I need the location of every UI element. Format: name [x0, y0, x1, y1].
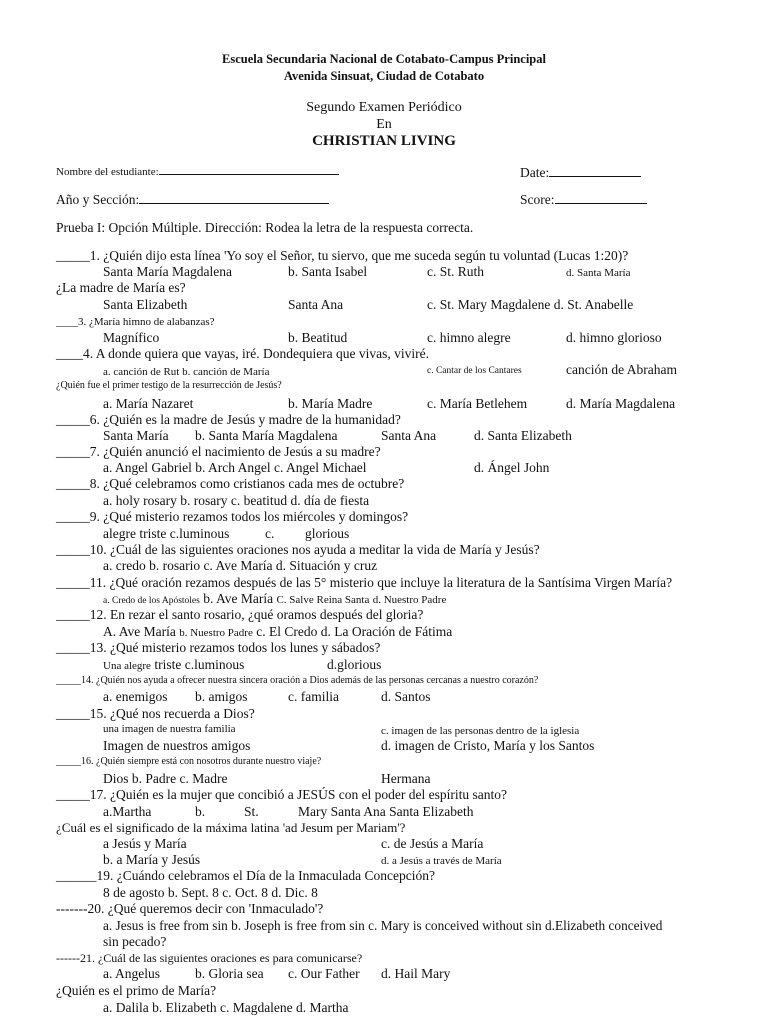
option: a. Jesus is free from sin b. Joseph is free from sin c. Mary is conceived without sin d.Elizabeth conceived: [103, 918, 663, 933]
option: b. Beatitud: [288, 330, 348, 345]
option: Dios b. Padre c. Madre: [103, 771, 228, 786]
option: d. imagen de Cristo, María y los Santos: [381, 738, 595, 753]
score-blank[interactable]: [555, 191, 647, 204]
question-15: _____15. ¿Qué nos recuerda a Dios?: [56, 706, 255, 721]
option: Una alegre: [103, 660, 151, 672]
option: b. amigos: [195, 689, 248, 704]
option: b. Santa Isabel: [288, 264, 368, 279]
option: c.: [265, 526, 275, 541]
option: d. himno glorioso: [566, 330, 662, 345]
option: a. Dalila b. Elizabeth c. Magdalene d. Martha: [103, 1000, 349, 1015]
option: a. enemigos: [103, 689, 168, 704]
question-16: _____16. ¿Quién siempre está con nosotros durante nuestro viaje?: [56, 756, 322, 767]
option: a. canción de Rut b. canción de María: [103, 366, 270, 378]
option: c. himno alegre: [427, 330, 511, 345]
option: Santa Elizabeth: [103, 297, 188, 312]
option: A. Ave María: [103, 624, 176, 639]
student-name-field[interactable]: [56, 162, 339, 180]
question-13: _____13. ¿Qué misterio rezamos todos los lunes y sábados?: [56, 640, 381, 655]
score-label: Score:: [520, 192, 555, 207]
question-5: ¿Quién fue el primer testigo de la resurrección de Jesús?: [56, 380, 282, 391]
option: Santa Ana: [288, 297, 344, 312]
instructions: Prueba I: Opción Múltiple. Dirección: Rodea la letra de la respuesta correcta.: [56, 220, 474, 235]
option: c. St. Ruth: [427, 264, 485, 279]
option: b. a María y Jesús: [103, 852, 201, 867]
date-field[interactable]: [520, 164, 641, 181]
school-address: Avenida Sinsuat, Ciudad de Cotabato: [283, 69, 485, 83]
option: d. Ángel John: [474, 460, 550, 475]
option: b. María Madre: [288, 396, 373, 411]
option: C. Salve Reina Santa: [276, 594, 370, 606]
option: canción de Abraham: [566, 362, 677, 377]
option: c. de Jesús a María: [381, 836, 484, 851]
question-22: ¿Quién es el primo de María?: [56, 983, 217, 998]
option-continued: sin pecado?: [103, 934, 167, 949]
option-line: [103, 657, 244, 674]
year-section-field[interactable]: [56, 191, 329, 208]
option: c. María Betlehem: [427, 396, 528, 411]
student-name-blank[interactable]: [159, 162, 339, 175]
option: a. Angelus: [103, 966, 160, 981]
question-6: _____6. ¿Quién es la madre de Jesús y madre de la humanidad?: [56, 412, 401, 427]
date-blank[interactable]: [549, 164, 641, 177]
option: b. Santa María Magdalena: [195, 428, 338, 443]
question-10: _____10. ¿Cuál de las siguientes oraciones nos ayuda a meditar la vida de María y Jesús?: [56, 542, 540, 557]
option: b.: [195, 804, 206, 819]
option-line: [103, 624, 452, 641]
option: d. Nuestro Padre: [372, 594, 447, 606]
option: c. familia: [288, 689, 339, 704]
option: b. Ave María: [203, 591, 274, 606]
option: Mary Santa Ana Santa Elizabeth: [298, 804, 474, 819]
option: 8 de agosto b. Sept. 8 c. Oct. 8 d. Dic. 8: [103, 885, 318, 900]
option: d. Santa María: [566, 267, 631, 279]
year-section-blank[interactable]: [139, 191, 329, 204]
score-field[interactable]: [520, 191, 647, 208]
option: una imagen de nuestra familia: [103, 723, 236, 735]
option: c. Our Father: [288, 966, 360, 981]
course-title: CHRISTIAN LIVING: [312, 133, 456, 149]
question-11: _____11. ¿Qué oración rezamos después de las 5° misterio que incluye la literatura de la Santísima Virgen María?: [56, 575, 673, 590]
option: a. credo b. rosario c. Ave María d. Situación y cruz: [103, 558, 378, 573]
option: c. St. Mary Magdalene d. St. Anabelle: [427, 297, 634, 312]
option: a. María Nazaret: [103, 396, 194, 411]
question-7: _____7. ¿Quién anunció el nacimiento de Jesús a su madre?: [56, 444, 381, 459]
exam-en: En: [376, 117, 392, 132]
question-3: ____3. ¿María himno de alabanzas?: [56, 316, 215, 328]
option: d.glorious: [327, 657, 382, 672]
question-14: _____14. ¿Quién nos ayuda a ofrecer nuestra sincera oración a Dios además de las personas cercanas a nuestro corazón?: [56, 675, 539, 686]
option: b. Nuestro Padre: [179, 627, 253, 639]
question-9: _____9. ¿Qué misterio rezamos todos los miércoles y domingos?: [56, 509, 409, 524]
option: c. imagen de las personas dentro de la iglesia: [381, 725, 580, 737]
option: b. Gloria sea: [195, 966, 264, 981]
question-4: ____4. A donde quiera que vayas, iré. Dondequiera que vivas, viviré.: [56, 346, 430, 361]
option: d. Santos: [381, 689, 431, 704]
question-20: -------20. ¿Qué queremos decir con 'Inmaculado'?: [56, 901, 324, 916]
option: d. a Jesús a través de María: [381, 855, 502, 867]
option: St.: [244, 804, 259, 819]
option: Santa Ana: [381, 428, 437, 443]
option: Santa María Magdalena: [103, 264, 232, 279]
option: alegre triste c.luminous: [103, 526, 230, 541]
option: a.Martha: [103, 804, 152, 819]
option: c. El Credo d. La Oración de Fátima: [256, 624, 453, 639]
option: d. María Magdalena: [566, 396, 676, 411]
question-19: ______19. ¿Cuándo celebramos el Día de la Inmaculada Concepción?: [56, 868, 435, 883]
question-12: _____12. En rezar el santo rosario, ¿qué oramos después del gloria?: [56, 607, 424, 622]
option: a Jesús y María: [103, 836, 187, 851]
date-label: Date:: [520, 165, 550, 180]
school-name: Escuela Secundaria Nacional de Cotabato-Campus Principal: [222, 52, 546, 66]
option: a. holy rosary b. rosary c. beatitud d. día de fiesta: [103, 493, 370, 508]
option: a. Credo de los Apóstoles: [103, 596, 200, 606]
option: Santa María: [103, 428, 169, 443]
option: Imagen de nuestros amigos: [103, 738, 251, 753]
option: triste c.luminous: [154, 657, 245, 672]
question-1: _____1. ¿Quién dijo esta línea 'Yo soy el Señor, tu siervo, que me suceda según tu voluntad (Lucas 1:20)?: [56, 248, 629, 263]
question-2: ¿La madre de María es?: [56, 280, 186, 295]
question-21: ------21. ¿Cuál de las siguientes oraciones es para comunicarse?: [56, 951, 363, 965]
question-18: ¿Cuál es el significado de la máxima latina 'ad Jesum per Mariam'?: [56, 820, 406, 835]
option: glorious: [305, 526, 350, 541]
option: c. Cantar de los Cantares: [427, 366, 522, 376]
year-section-label: Año y Sección:: [56, 192, 140, 207]
option: a. Angel Gabriel b. Arch Angel c. Angel Michael: [103, 460, 367, 475]
student-name-label: Nombre del estudiante:: [56, 166, 159, 178]
option: Hermana: [381, 771, 431, 786]
question-8: _____8. ¿Qué celebramos como cristianos cada mes de octubre?: [56, 476, 405, 491]
question-17: _____17. ¿Quién es la mujer que concibió a JESÚS con el poder del espíritu santo?: [56, 787, 508, 802]
option: d. Hail Mary: [381, 966, 451, 981]
option: Magnífico: [103, 330, 160, 345]
exam-title: Segundo Examen Periódico: [306, 100, 462, 115]
option: d. Santa Elizabeth: [474, 428, 572, 443]
